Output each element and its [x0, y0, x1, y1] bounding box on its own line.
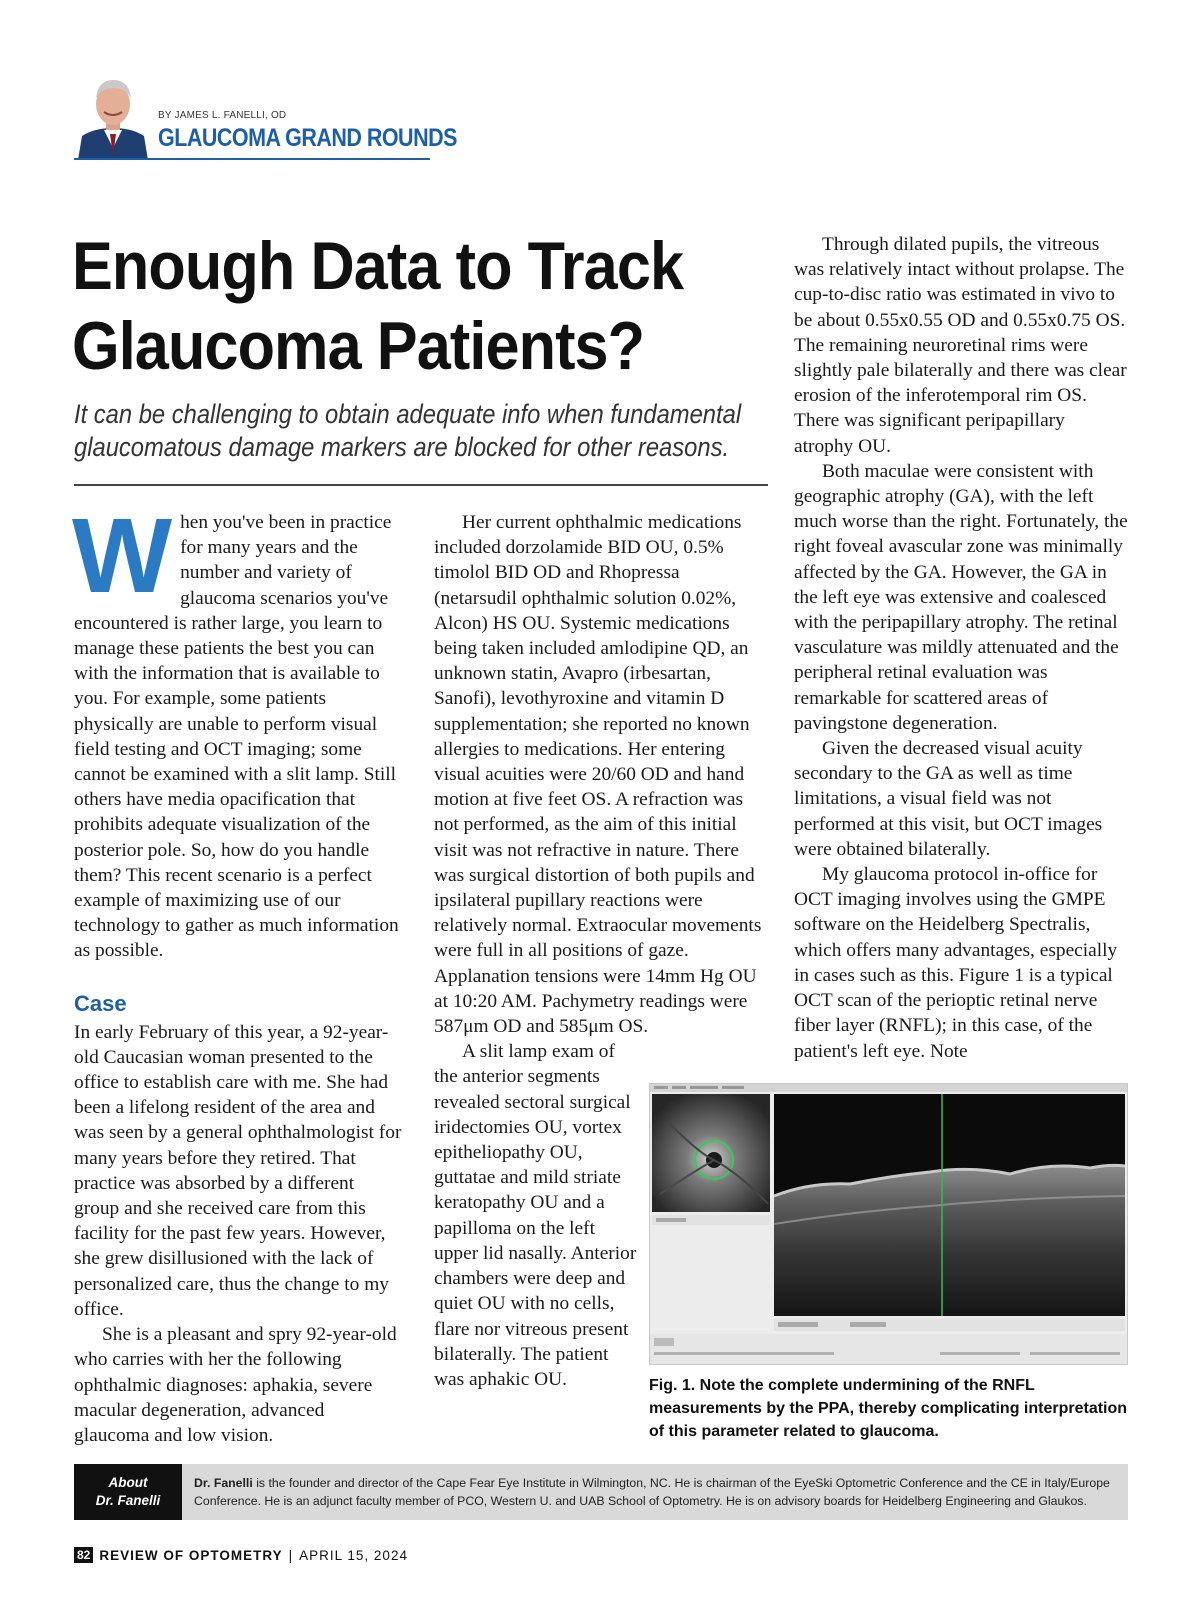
oct-scan-figure: [649, 1083, 1128, 1365]
about-label: [74, 1464, 182, 1520]
body-paragraph: Her current ophthalmic medications included dorzolamide BID OU, 0.5% timolol BID OD and Rhopressa (netarsudil ophthalmic solution 0.02%, Alcon) HS OU. Systemic medications being taken included amlodipine QD, an unknown statin, Avapro (irbesartan, Sanofi), levothyroxine and vitamin D supplementation; she reported no known allergies to medications. Her entering visual acuities were 20/60 OD and hand motion at five feet OS. A refraction was not performed, as the aim of this initial visit was not refractive in nature. There was surgical distortion of both pupils and ipsilateral pupillary reactions were relatively normal. Extraocular movements were full in all positions of gaze. Applanation tensions were 14mm Hg OU at 10:20 AM. Pachymetry readings were 587μm OD and 585μm OS.: [434, 512, 762, 1038]
body-column-1: [72, 497, 404, 1448]
body-column-3: [794, 232, 1128, 1064]
footer-separator: |: [288, 1547, 294, 1563]
body-paragraph: In early February of this year, a 92-year-old Caucasian woman presented to the office to establish care with me. She had been a lifelong resident of the area and was seen by a general ophthalmologist for many years before they retired. That practice was absorbed by a different group and she received care from this facility for the past few years. However, she grew disillusioned with the lack of personalized care, thus the change to my office.: [74, 1021, 402, 1320]
page-footer: [74, 1547, 408, 1563]
article-deck: It can be challenging to obtain adequate info when fundamental glaucomatous damage markers are blocked for other reasons.: [74, 399, 742, 462]
section-heading-case: Case: [74, 990, 127, 1016]
body-paragraph: Through dilated pupils, the vitreous was relatively intact without prolapse. The cup-to-disc ratio was estimated in vivo to be about 0.55x0.55 OD and 0.55x0.75 OS. The remaining neuroretinal rims were slightly pale bilaterally and there was clear erosion of the inferotemporal rim OS. There was significant peripapillary atrophy OU.: [794, 234, 1127, 457]
about-label-line-1: About: [108, 1475, 148, 1490]
author-photo: [74, 72, 152, 160]
body-paragraph: Given the decreased visual acuity secondary to the GA as well as time limitations, a visual field was not performed at this visit, but OCT images were obtained bilaterally.: [794, 738, 1103, 860]
about-label-line-2: Dr. Fanelli: [95, 1493, 161, 1508]
about-author-bio: [182, 1464, 1128, 1520]
title-divider: [74, 484, 768, 486]
intro-text: hen you've been in practice for many years and the number and variety of glaucoma scenarios you've encountered is rather large, you learn to manage these patients the best you can with the information that is available to you. For example, some patients physically are unable to perform visual field testing and OCT imaging; some cannot be examined with a slit lamp. Still others have media opacification that prohibits adequate visualization of the posterior pole. So, how do you handle them? This recent scenario is a perfect example of maximizing use of our technology to gather as much information as possible.: [74, 512, 399, 962]
column-header: [74, 72, 457, 164]
body-paragraph: She is a pleasant and spry 92-year-old who carries with her the following ophthalmic diagnoses: aphakia, severe macular degeneration, advanced glaucoma and low vision.: [74, 1324, 397, 1446]
intro-paragraph: [72, 497, 404, 964]
figure-caption: Fig. 1. Note the complete undermining of the RNFL measurements by the PPA, thereby complicating interpretation of this parameter related to glaucoma.: [649, 1377, 1128, 1440]
publication-name: REVIEW OF OPTOMETRY: [99, 1547, 283, 1563]
oct-scan-image: [650, 1084, 1127, 1364]
about-author-text: is the founder and director of the Cape Fear Eye Institute in Wilmington, NC. He is chairman of the EyeSki Optometric Conference and the CE in Italy/Europe Conference. He is an adjunct faculty member of PCO, Western U. and UAB School of Optometry. He is on advisory boards for Heidelberg Engineering and Glaukos.: [194, 1476, 1110, 1508]
dropcap: W: [72, 497, 173, 615]
body-paragraph: My glaucoma protocol in-office for OCT imaging involves using the GMPE software on the Heidelberg Spectralis, which offers many advantages, especially in cases such as this. Figure 1 is a typical OCT scan of the perioptic retinal nerve fiber layer (RNFL); in this case, of the patient's left eye. Note: [794, 864, 1118, 1062]
byline: BY JAMES L. FANELLI, OD: [158, 110, 287, 121]
issue-date: APRIL 15, 2024: [299, 1547, 408, 1563]
about-author-name: Dr. Fanelli: [194, 1476, 253, 1490]
body-paragraph: A slit lamp exam of the anterior segments revealed sectoral surgical iridectomies OU, vortex epitheliopathy OU, guttatae and mild striate keratopathy OU and a papilloma on the left upper lid nasally. Anterior chambers were deep and quiet OU with no cells, flare nor vitreous present bilaterally. The patient was aphakic OU.: [434, 1041, 637, 1390]
page-number: 82: [74, 1547, 93, 1563]
body-paragraph: Both maculae were consistent with geographic atrophy (GA), with the left much worse than the right. Fortunately, the right foveal avascular zone was minimally affected by the GA. However, the GA in the left eye was extensive and coalesced with the peripapillary atrophy. The retinal vasculature was mildly attenuated and the peripheral retinal evaluation was remarkable for scattered areas of pavingstone degeneration.: [794, 460, 1128, 734]
column-name: GLAUCOMA GRAND ROUNDS: [158, 124, 457, 152]
header-rule: [74, 158, 430, 160]
article-title: Enough Data to Track Glaucoma Patients?: [72, 228, 684, 384]
